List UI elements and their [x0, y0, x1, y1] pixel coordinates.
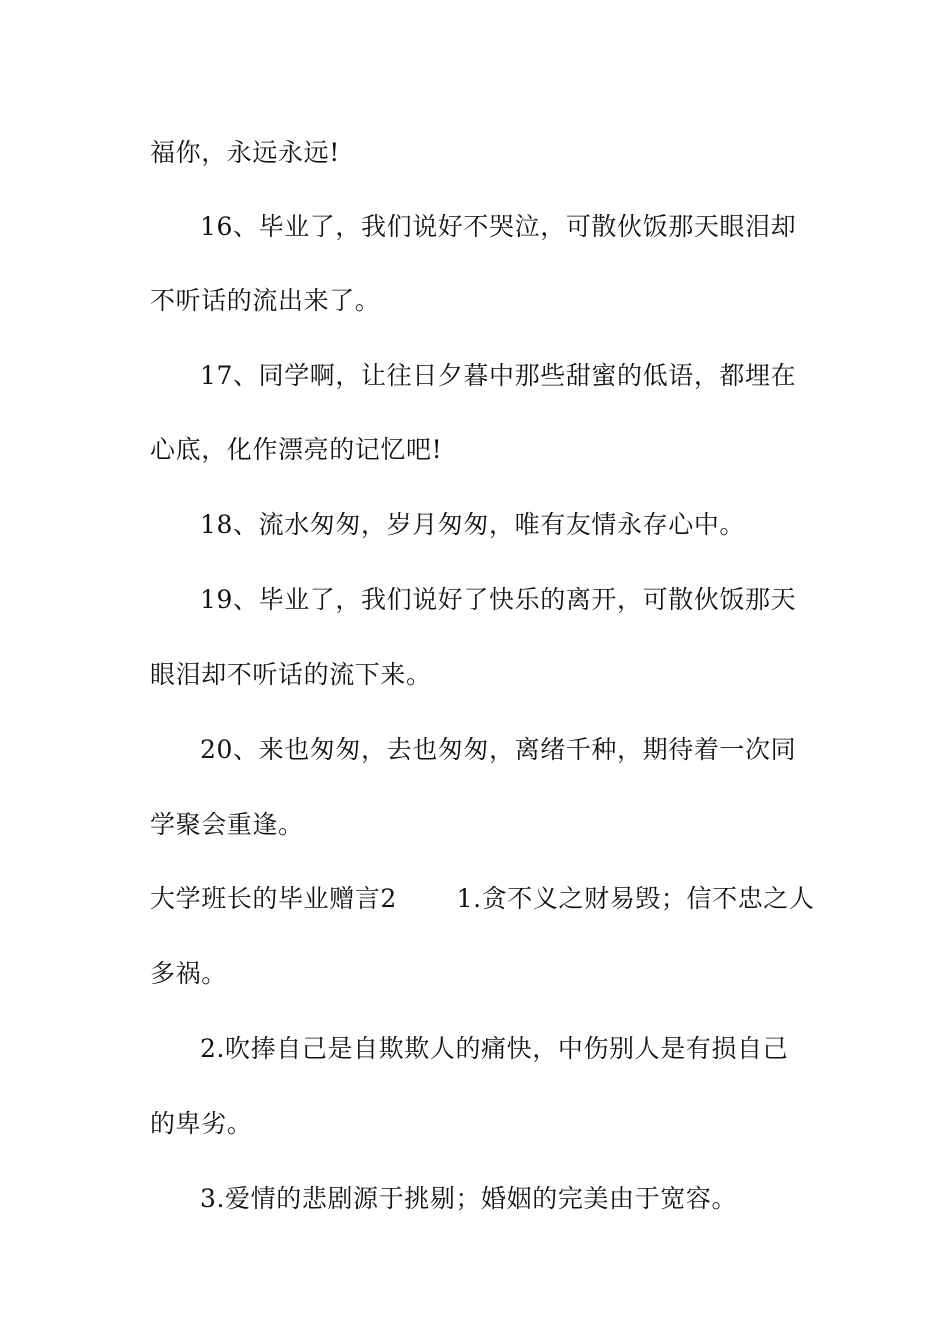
text-line: 3.爱情的悲剧源于挑剔；婚姻的完美由于宽容。: [200, 1184, 738, 1213]
text-line: 多祸。: [150, 959, 227, 988]
text-line: 的卑劣。: [150, 1109, 253, 1138]
text-line: 2.吹捧自己是自欺欺人的痛快，中伤别人是有损自己: [200, 1034, 789, 1063]
text-line: 学聚会重逢。: [150, 810, 304, 839]
text-line: 不听话的流出来了。: [150, 286, 381, 315]
text-line: 18、流水匆匆，岁月匆匆，唯有友情永存心中。: [200, 510, 746, 539]
text-line: 16、毕业了，我们说好不哭泣，可散伙饭那天眼泪却: [200, 212, 797, 241]
text-line: 心底，化作漂亮的记忆吧!: [150, 435, 443, 464]
text-line: 福你，永远永远!: [150, 138, 340, 167]
text-line: 17、同学啊，让往日夕暮中那些甜蜜的低语，都埋在: [200, 361, 797, 390]
text-line: 眼泪却不听话的流下来。: [150, 660, 432, 689]
section-heading-line: 大学班长的毕业赠言2 1.贪不义之财易毁；信不忠之人: [150, 884, 815, 913]
text-line: 20、来也匆匆，去也匆匆，离绪千种，期待着一次同: [200, 735, 797, 764]
text-line: 19、毕业了，我们说好了快乐的离开，可散伙饭那天: [200, 585, 797, 614]
